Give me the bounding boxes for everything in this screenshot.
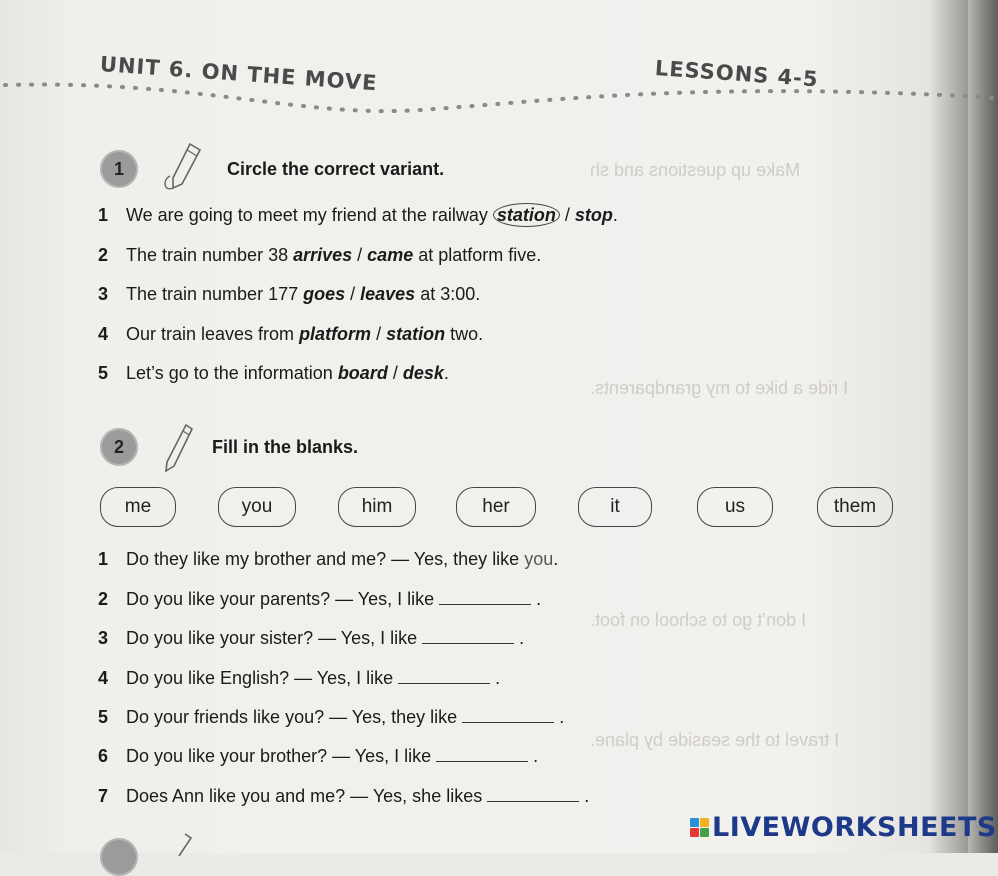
item-text: Let’s go to the information	[126, 363, 338, 383]
item-text-end: .	[612, 205, 618, 225]
item-text-end: two.	[445, 324, 484, 344]
exercise-number-badge	[100, 838, 138, 876]
item-text: Do you like your sister? — Yes, I like	[126, 628, 423, 648]
option-2[interactable]: stop	[574, 205, 613, 225]
bleed-through: I ride a bike to my grandparents.	[590, 378, 849, 398]
dotted-wave-divider	[0, 70, 998, 130]
item-text: Do you like your parents? — Yes, I like	[126, 589, 440, 609]
pencil-icon	[158, 422, 198, 474]
exercise1-item	[98, 284, 480, 305]
pencil-icon	[160, 140, 210, 196]
item-text-end: at platform five.	[413, 245, 542, 265]
exercise2-item	[98, 707, 564, 728]
item-text: Does Ann like you and me? — Yes, she likes	[126, 786, 488, 806]
exercise2-item	[98, 786, 589, 807]
option-separator: /	[345, 284, 361, 304]
item-number: 1	[98, 549, 109, 569]
item-number: 5	[98, 363, 109, 383]
answer-blank[interactable]	[436, 747, 528, 762]
option-1[interactable]: arrives	[293, 245, 353, 265]
answer-blank[interactable]	[487, 787, 579, 802]
answer-blank[interactable]	[439, 590, 531, 605]
item-text-end: .	[554, 707, 565, 727]
word-bank-chip[interactable]: her	[456, 487, 536, 527]
answer-blank[interactable]	[398, 669, 490, 684]
exercise1-item	[98, 324, 483, 345]
item-text-end: .	[490, 668, 501, 688]
exercise1-item	[98, 363, 449, 384]
exercise-title: Circle the correct variant.	[227, 159, 445, 179]
word-bank-chip[interactable]: us	[697, 487, 773, 527]
exercise2-item	[98, 628, 524, 649]
option-separator: /	[371, 324, 387, 344]
word-bank-chip[interactable]: them	[817, 487, 893, 527]
item-text: Do your friends like you? — Yes, they like	[126, 707, 463, 727]
item-number: 4	[98, 668, 109, 688]
option-separator: /	[559, 205, 575, 225]
word-bank-chip[interactable]: it	[578, 487, 652, 527]
exercise1-item	[98, 205, 618, 226]
item-text-end: at 3:00.	[415, 284, 481, 304]
option-2[interactable]: desk	[402, 363, 444, 383]
answer-blank[interactable]	[422, 629, 514, 644]
exercise-number-badge: 1	[100, 150, 138, 188]
item-text: The train number 177	[126, 284, 304, 304]
item-text-end: .	[531, 589, 542, 609]
option-1[interactable]: station	[493, 203, 560, 227]
option-1[interactable]: platform	[299, 324, 372, 344]
exercise2-item	[98, 668, 500, 689]
item-number: 4	[98, 324, 109, 344]
exercise-title: Fill in the blanks.	[212, 437, 359, 457]
answer-blank[interactable]	[462, 708, 554, 723]
item-number: 6	[98, 746, 109, 766]
item-text: Do they like my brother and me? — Yes, they like	[126, 549, 525, 569]
bleed-through: I travel to the seaside by plane.	[590, 730, 840, 750]
option-1[interactable]: board	[337, 363, 388, 383]
item-number: 3	[98, 284, 109, 304]
word-bank-chip[interactable]: me	[100, 487, 176, 527]
word-bank-chip[interactable]: him	[338, 487, 416, 527]
item-number: 2	[98, 245, 109, 265]
option-2[interactable]: leaves	[360, 284, 416, 304]
item-text-end: .	[514, 628, 525, 648]
item-text-end: .	[528, 746, 539, 766]
option-2[interactable]: came	[367, 245, 414, 265]
item-text: Do you like English? — Yes, I like	[126, 668, 399, 688]
item-text: The train number 38	[126, 245, 294, 265]
exercise2-item	[98, 549, 558, 570]
item-number: 1	[98, 205, 109, 225]
exercise2-item	[98, 589, 541, 610]
liveworksheets-logo	[690, 812, 997, 843]
item-text: We are going to meet my friend at the railway	[126, 205, 493, 225]
option-separator: /	[352, 245, 368, 265]
item-text: Our train leaves from	[126, 324, 300, 344]
option-separator: /	[387, 363, 403, 383]
option-2[interactable]: station	[386, 324, 446, 344]
example-answer: you	[524, 549, 554, 569]
pencil-icon	[165, 832, 195, 856]
exercise1-item	[98, 245, 541, 266]
exercise2-item	[98, 746, 538, 767]
item-text-end: .	[553, 549, 559, 569]
exercise-number-badge: 2	[100, 428, 138, 466]
bleed-through: Make up questions and sh	[590, 160, 801, 180]
item-number: 5	[98, 707, 109, 727]
item-text-end: .	[443, 363, 449, 383]
item-number: 2	[98, 589, 109, 609]
lessons-title: LESSONS 4-5	[654, 56, 820, 92]
option-1[interactable]: goes	[303, 284, 346, 304]
item-text: Do you like your brother? — Yes, I like	[126, 746, 437, 766]
unit-title: UNIT 6. ON THE MOVE	[99, 52, 379, 96]
bleed-through: I don’t go to school on foot.	[590, 610, 807, 630]
item-number: 3	[98, 628, 109, 648]
item-text-end: .	[579, 786, 590, 806]
item-number: 7	[98, 786, 109, 806]
word-bank-chip[interactable]: you	[218, 487, 296, 527]
logo-squares-icon	[690, 818, 709, 837]
logo-text: LIVEWORKSHEETS	[712, 812, 997, 843]
